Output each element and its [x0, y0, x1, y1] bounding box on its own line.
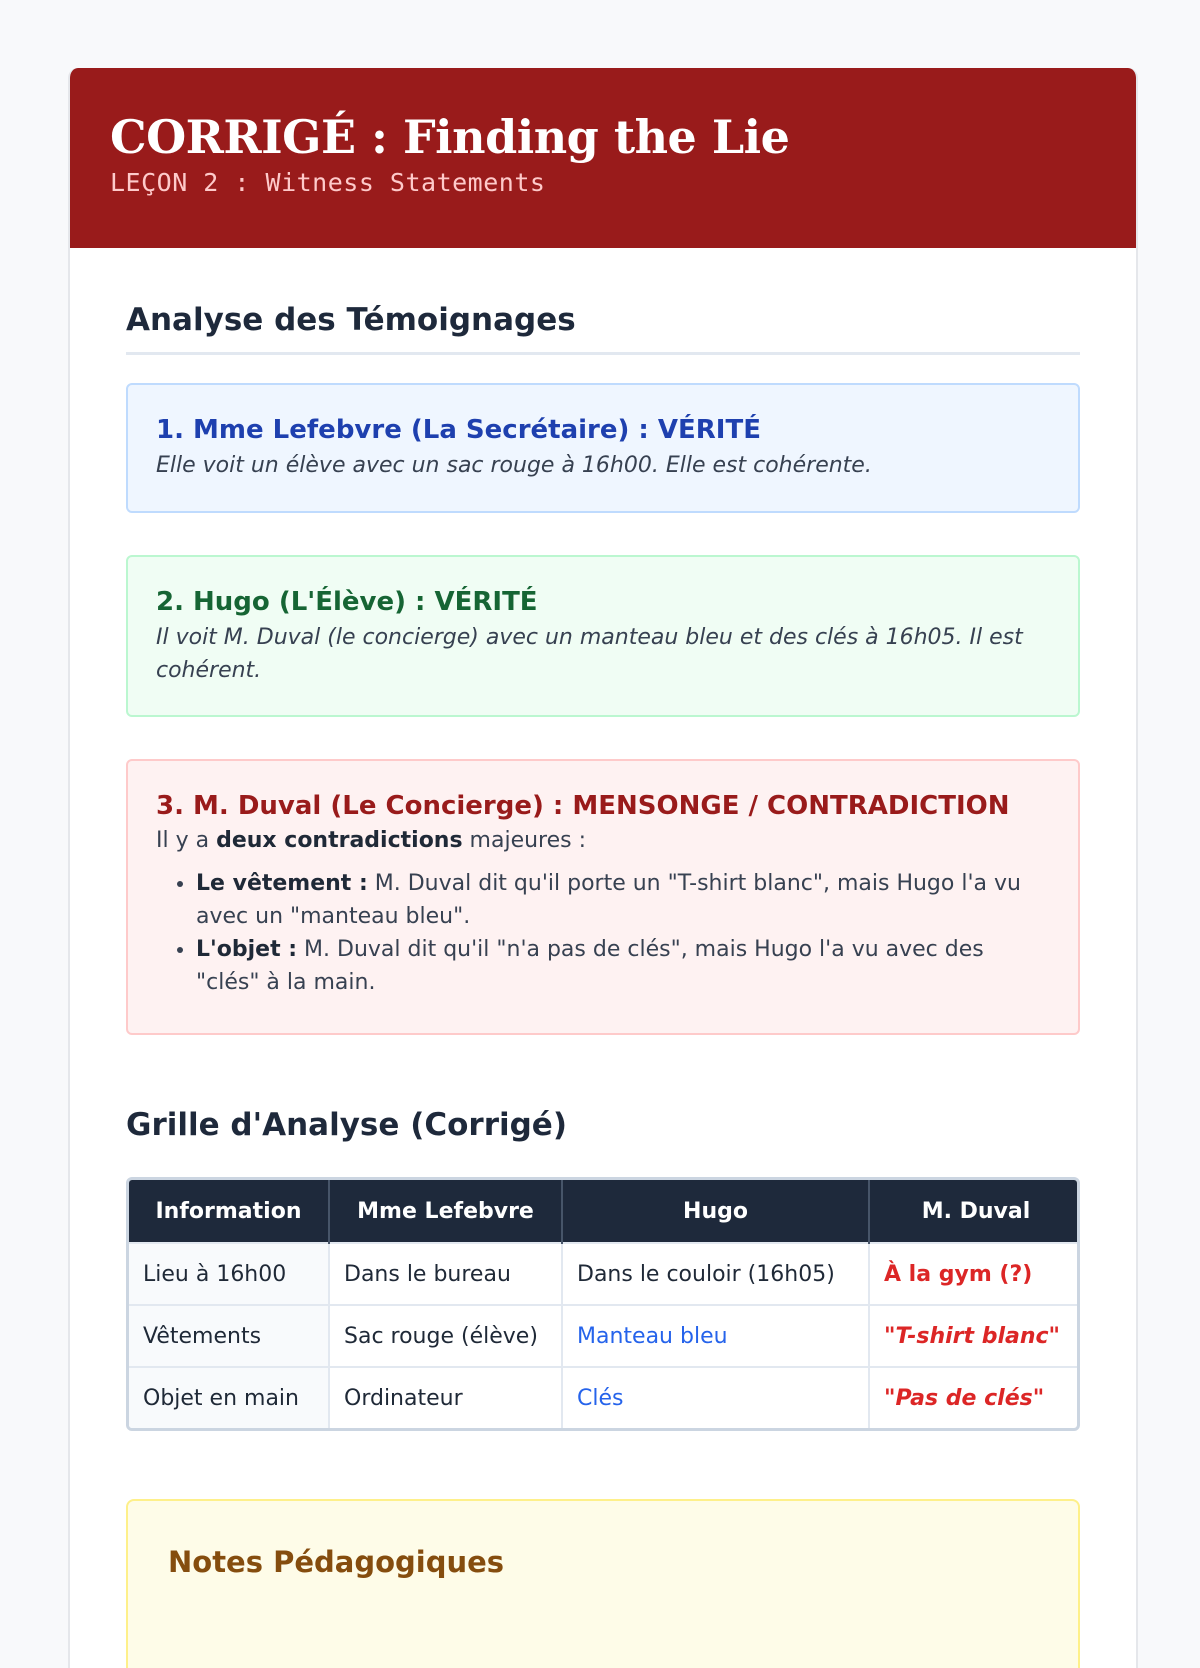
table-cell: Objet en main — [129, 1367, 329, 1428]
point-text: M. Duval dit qu'il "n'a pas de clés", mais Hugo l'a vu avec des "clés" à la main. — [196, 937, 984, 995]
intro-text-end: majeures : — [462, 828, 587, 853]
intro-emphasis: deux contradictions — [216, 828, 463, 853]
table-cell: "T-shirt blanc" — [869, 1305, 1080, 1367]
table-cell: Clés — [562, 1367, 869, 1428]
table-row — [129, 1243, 1080, 1305]
witness-box-hugo — [126, 555, 1080, 717]
lesson-subtitle: LEÇON 2 : Witness Statements — [110, 168, 546, 197]
teaching-notes-box — [126, 1499, 1080, 1668]
table-row — [129, 1367, 1080, 1428]
analysis-table-frame — [126, 1177, 1080, 1431]
list-item — [196, 867, 1050, 933]
witness-title: 2. Hugo (L'Élève) : VÉRITÉ — [156, 587, 538, 617]
contradiction-list — [156, 867, 1050, 999]
analysis-table — [129, 1180, 1080, 1428]
intro-text: Il y a — [156, 828, 217, 853]
witness-box-lefebvre — [126, 383, 1080, 513]
witness-box-duval — [126, 759, 1080, 1035]
witness-description: Il voit M. Duval (le concierge) avec un manteau bleu et des clés à 16h05. Il est cohérent. — [156, 625, 1023, 683]
table-header-row — [129, 1180, 1080, 1243]
column-header: Hugo — [562, 1180, 869, 1243]
witness-title: 3. M. Duval (Le Concierge) : MENSONGE / CONTRADICTION — [156, 791, 1010, 821]
table-cell: Dans le couloir (16h05) — [562, 1243, 869, 1305]
page-title: CORRIGÉ : Finding the Lie — [110, 110, 790, 164]
grid-section-title: Grille d'Analyse (Corrigé) — [126, 1107, 567, 1143]
point-label: L'objet : — [196, 937, 298, 962]
analysis-section-title: Analyse des Témoignages — [126, 248, 1080, 355]
table-cell: Ordinateur — [329, 1367, 562, 1428]
table-cell: Vêtements — [129, 1305, 329, 1367]
column-header: Information — [129, 1180, 329, 1243]
list-item — [196, 933, 1050, 999]
answer-key-card — [68, 68, 1138, 1668]
column-header: Mme Lefebvre — [329, 1180, 562, 1243]
table-cell: Manteau bleu — [562, 1305, 869, 1367]
table-cell: "Pas de clés" — [869, 1367, 1080, 1428]
page-header — [70, 68, 1136, 248]
witness-description: Elle voit un élève avec un sac rouge à 16h00. Elle est cohérente. — [156, 453, 872, 478]
point-text: M. Duval dit qu'il porte un "T-shirt blanc", mais Hugo l'a vu avec un "manteau bleu". — [196, 871, 1021, 929]
point-label: Le vêtement : — [196, 871, 368, 896]
main-content — [70, 248, 1136, 1668]
table-cell: À la gym (?) — [869, 1243, 1080, 1305]
contradiction-intro — [156, 825, 1050, 857]
notes-title: Notes Pédagogiques — [168, 1545, 505, 1579]
table-cell: Dans le bureau — [329, 1243, 562, 1305]
table-row — [129, 1305, 1080, 1367]
witness-title: 1. Mme Lefebvre (La Secrétaire) : VÉRITÉ — [156, 415, 761, 445]
column-header: M. Duval — [869, 1180, 1080, 1243]
table-cell: Sac rouge (élève) — [329, 1305, 562, 1367]
table-cell: Lieu à 16h00 — [129, 1243, 329, 1305]
